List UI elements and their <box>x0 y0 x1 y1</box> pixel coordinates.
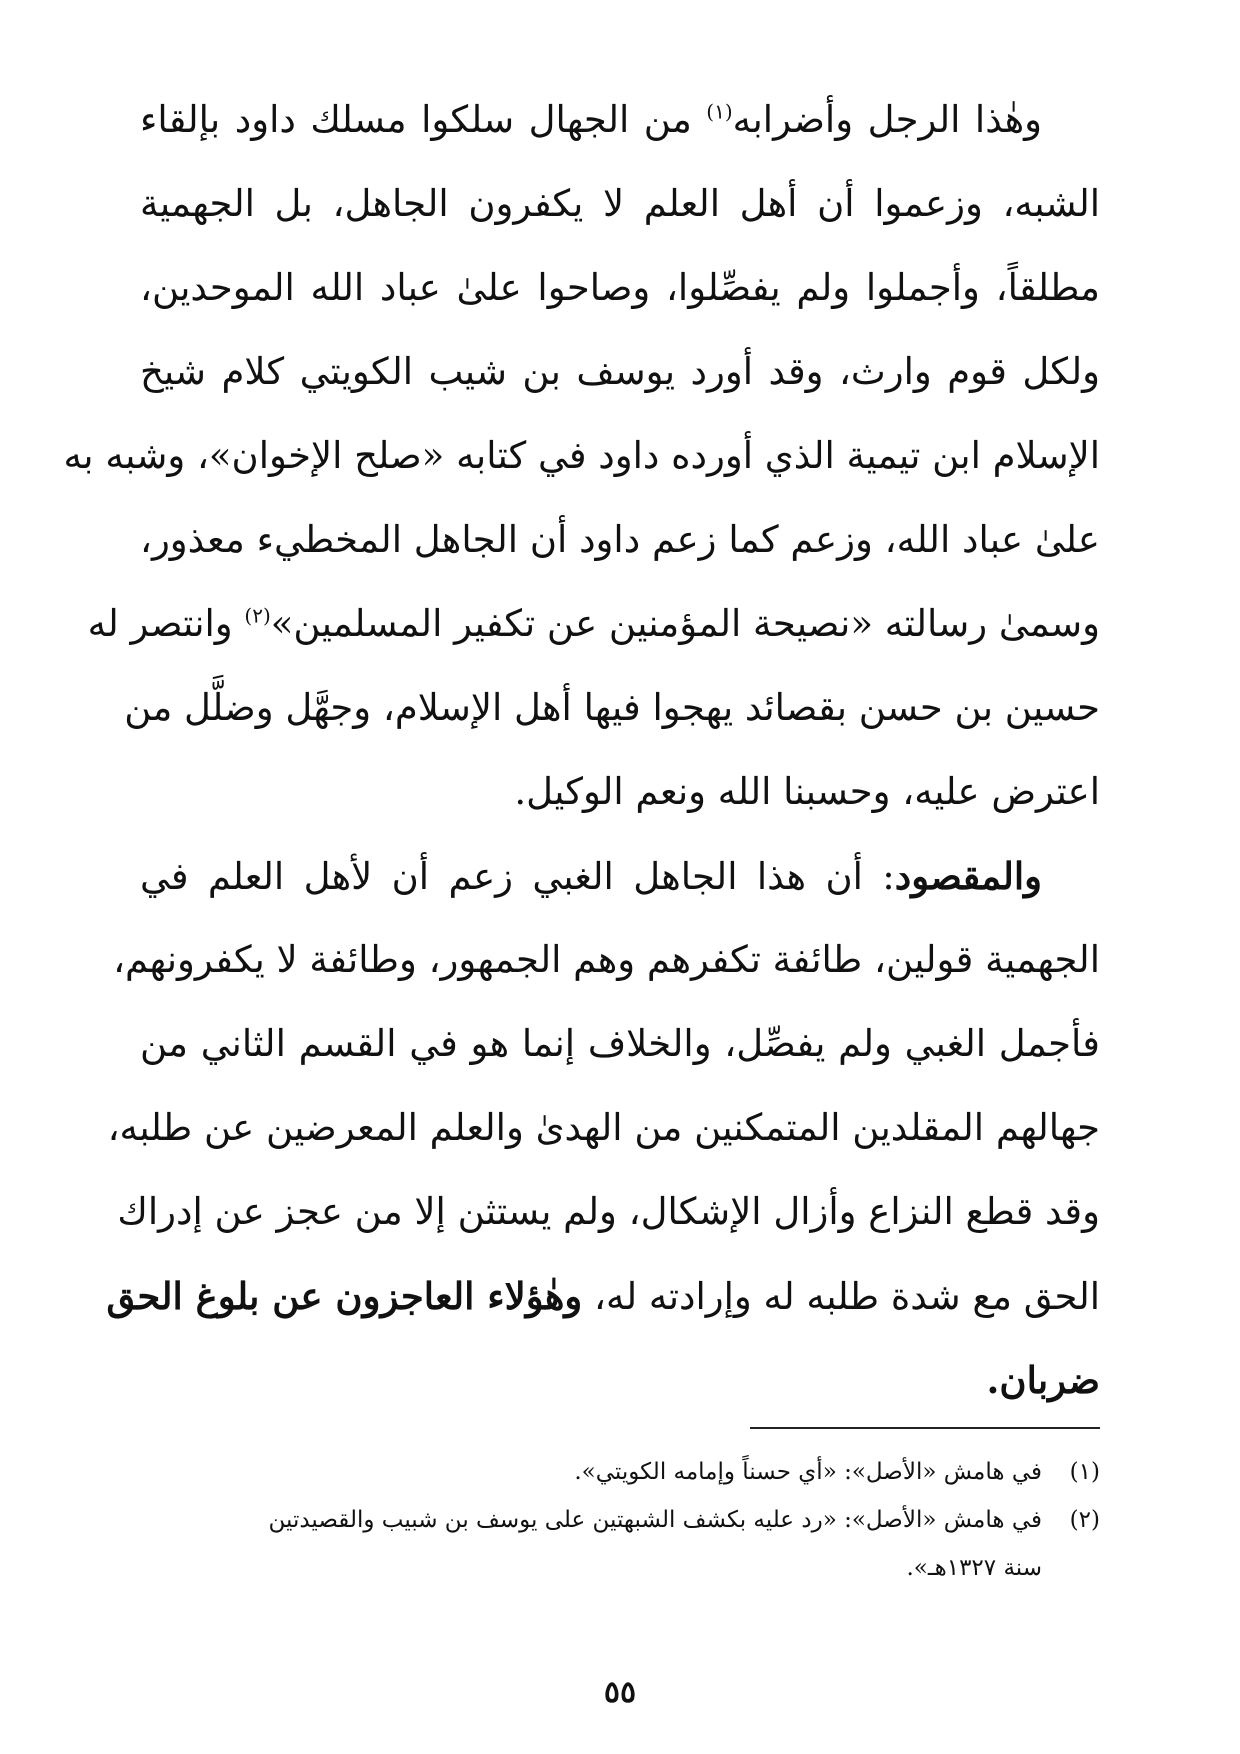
text-line: علىٰ عباد الله، وزعم كما زعم داود أن الجاهل المخطيء معذور، <box>140 518 1100 561</box>
text-line: وقد قطع النزاع وأزال الإشكال، ولم يستثن إلا من عجز عن إدراك <box>117 1190 1100 1233</box>
paragraph-lead: والمقصود <box>894 854 1042 898</box>
footnote-text: سنة ١٣٢٧هـ». <box>906 1555 1042 1581</box>
footnote-ref-1[interactable]: (١) <box>706 99 733 124</box>
text-line: مطلقاً، وأجملوا ولم يفصِّلوا، وصاحوا علىٰ عباد الله الموحدين، <box>140 266 1100 309</box>
text-line: والمقصود: أن هذا الجاهل الغبي زعم أن لأهل العلم في <box>140 854 1042 898</box>
footnotes <box>140 1448 1100 1592</box>
footnote-ref-2[interactable]: (٢) <box>244 603 271 628</box>
text-line: الشبه، وزعموا أن أهل العلم لا يكفرون الجاهل، بل الجهمية <box>140 182 1100 225</box>
footnote-separator <box>750 1427 1100 1429</box>
footnote-text: في هامش «الأصل»: «رد عليه بكشف الشبهتين على يوسف بن شبيب والقصيدتين <box>268 1507 1042 1533</box>
text-line: اعترض عليه، وحسبنا الله ونعم الوكيل. <box>514 770 1100 813</box>
page-number: ٥٥ <box>603 1675 637 1710</box>
footnote-number: (١) <box>1069 1459 1100 1485</box>
footnote-number: (٢) <box>1069 1507 1100 1533</box>
footnote-1 <box>140 1448 1100 1496</box>
text-line: الحق مع شدة طلبه له وإرادته له، وهٰؤلاء العاجزون عن بلوغ الحق <box>106 1274 1100 1318</box>
text-line: فأجمل الغبي ولم يفصِّل، والخلاف إنما هو في القسم الثاني من <box>140 1022 1100 1065</box>
text-line: وهٰذا الرجل وأضرابه$^{(١)}$ من الجهال سلكوا مسلك داود بإلقاء <box>140 98 1043 141</box>
text-line: الجهمية قولين، طائفة تكفرهم وهم الجمهور، وطائفة لا يكفرونهم، <box>113 938 1100 981</box>
footnote-text: في هامش «الأصل»: «أي حسناً وإمامه الكويتي». <box>574 1459 1042 1485</box>
text-line: ولكل قوم وارث، وقد أورد يوسف بن شيب الكويتي كلام شيخ <box>140 350 1100 393</box>
bold-phrase: وهٰؤلاء العاجزون عن بلوغ الحق <box>106 1274 583 1318</box>
text-line: حسين بن حسن بقصائد يهجوا فيها أهل الإسلام، وجهَّل وضلَّل من <box>124 686 1100 729</box>
main-text <box>63 78 1100 1422</box>
text-line: وسمىٰ رسالته «نصيحة المؤمنين عن تكفير المسلمين»$^{(٢)}$ وانتصر له <box>87 602 1100 645</box>
text-line: ضربان. <box>986 1358 1100 1402</box>
text-line: جهالهم المقلدين المتمكنين من الهدىٰ والعلم المعرضين عن طلبه، <box>107 1106 1100 1149</box>
footnote-2 <box>140 1496 1100 1592</box>
text-line: الإسلام ابن تيمية الذي أورده داود في كتابه «صلح الإخوان»، وشبه به <box>63 434 1100 477</box>
